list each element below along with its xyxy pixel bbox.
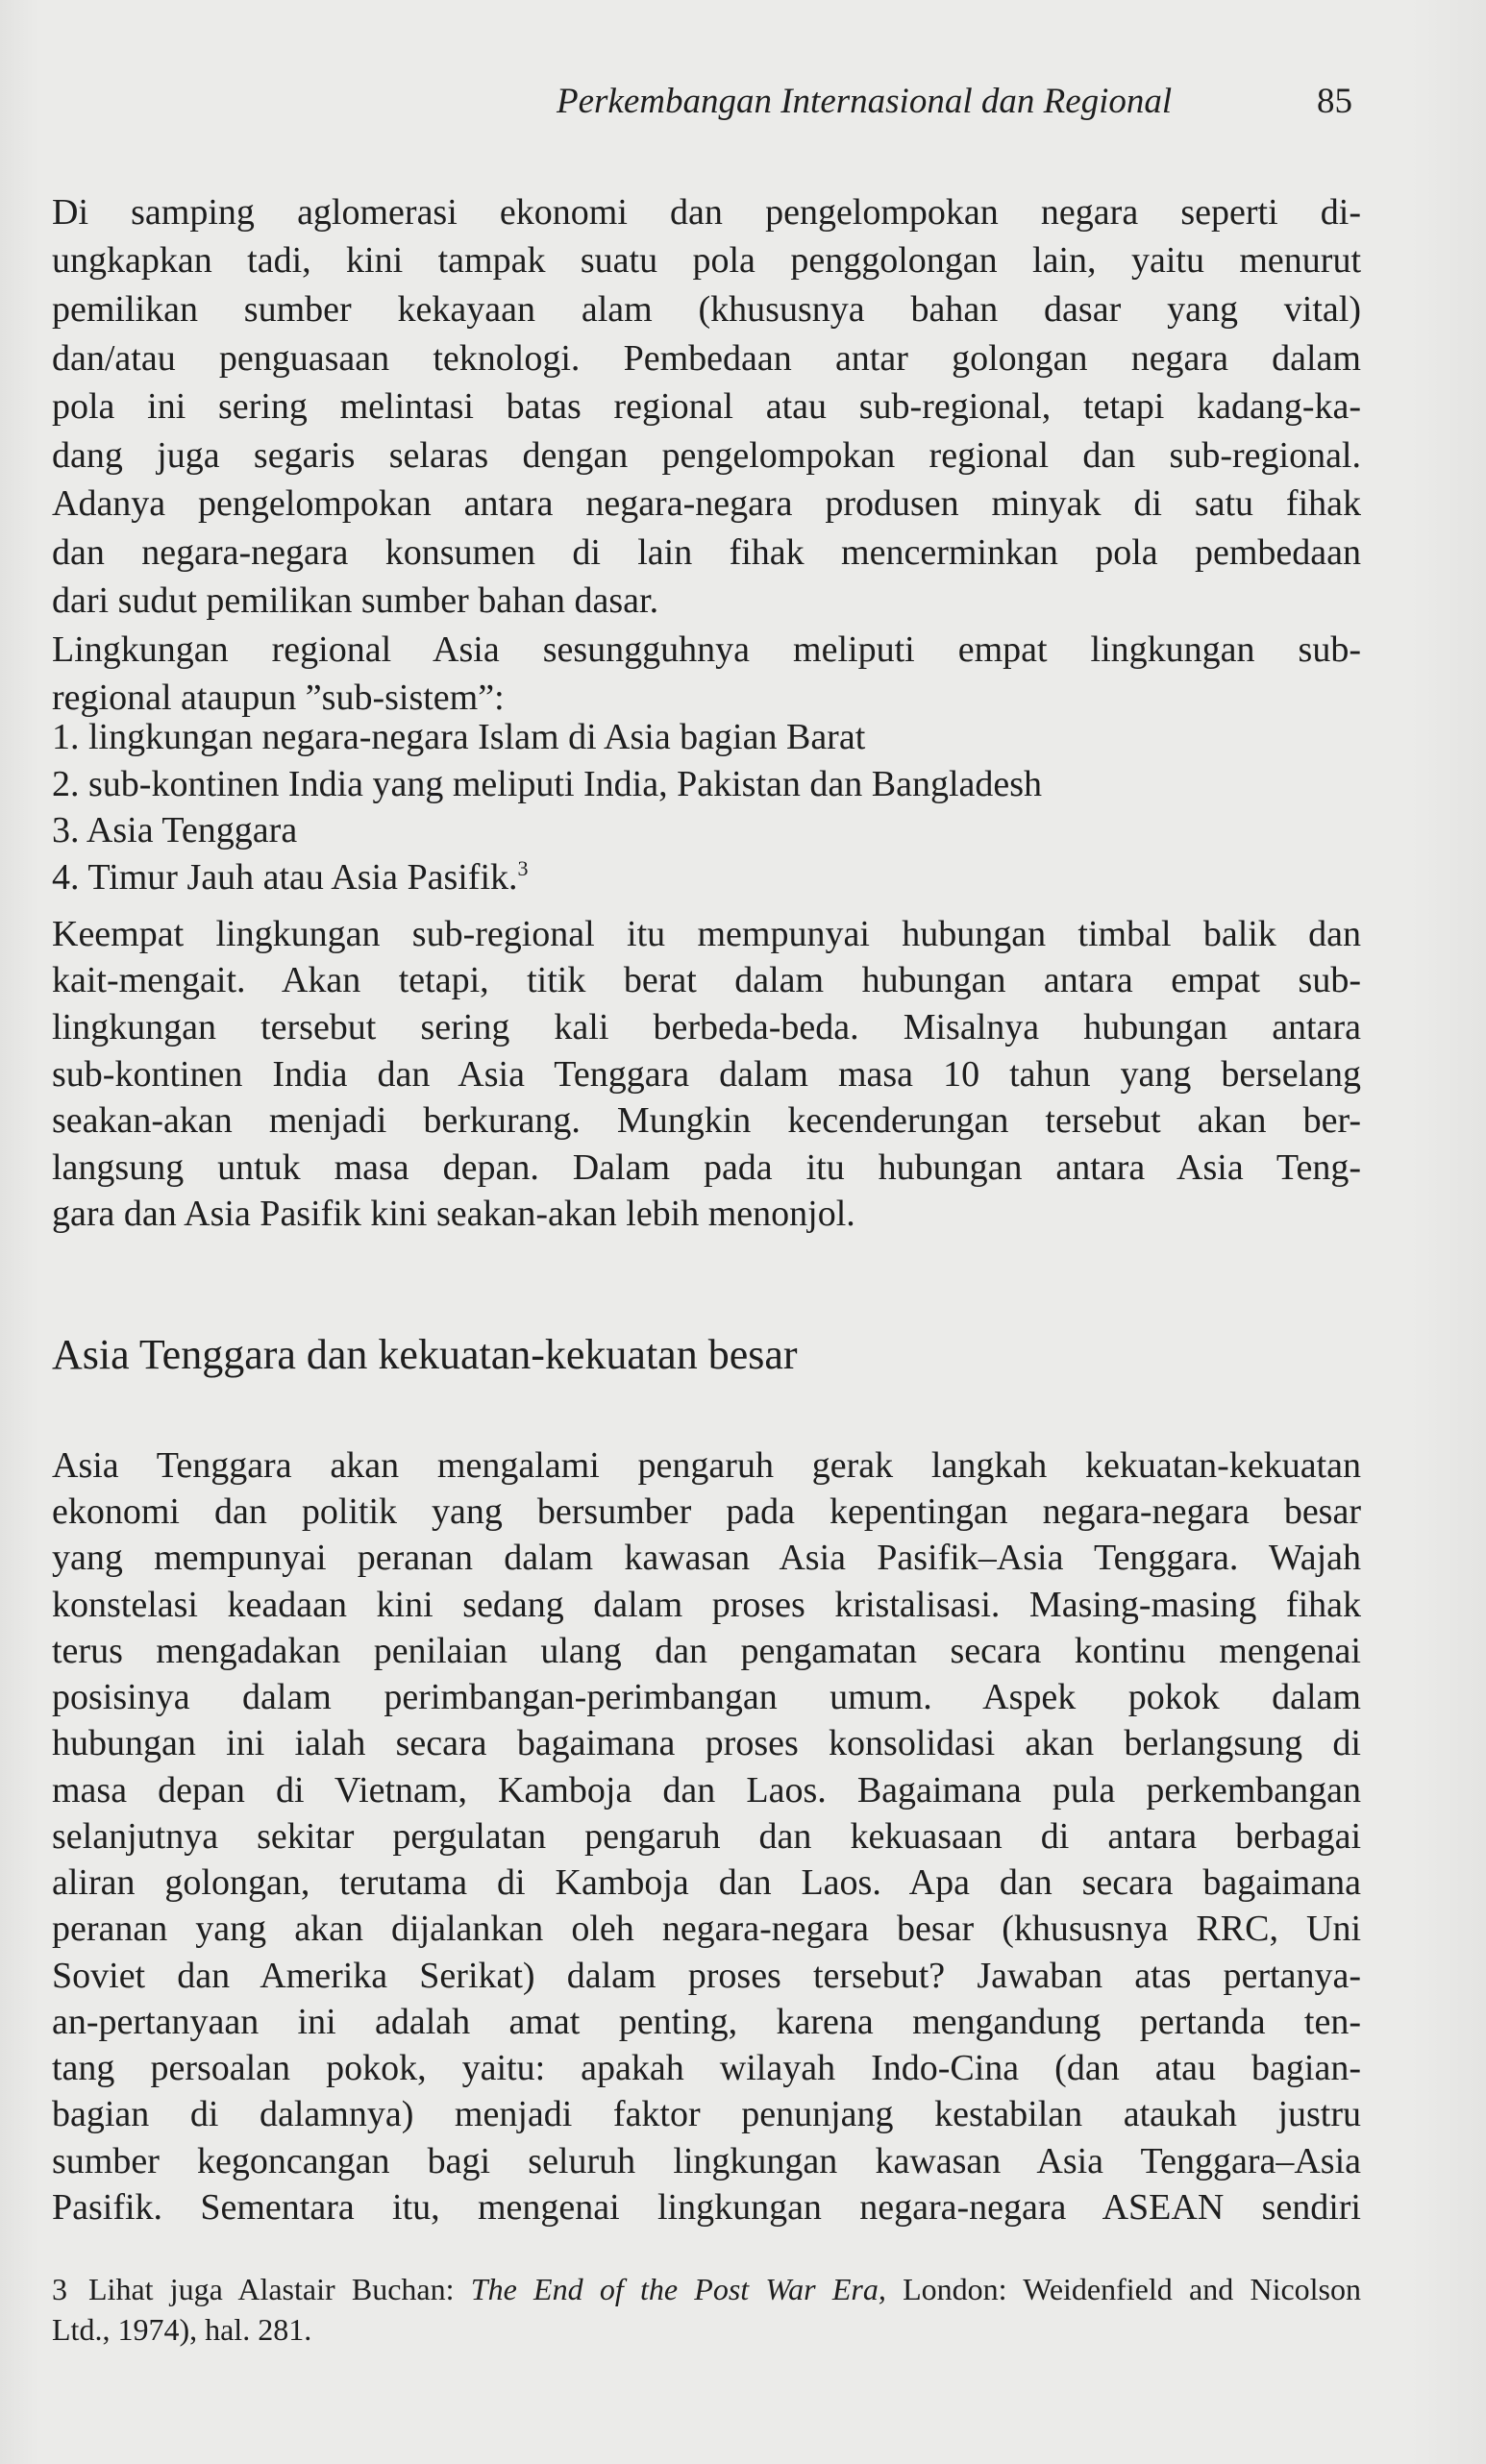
paragraph-line-text: Soviet dan Amerika Serikat) dalam proses tersebut? Jawaban atas pertanya-	[52, 1955, 1361, 1996]
paragraph-line	[52, 190, 1361, 234]
footnote-text: Lihat juga Alastair Buchan:	[88, 2272, 471, 2306]
section-heading: Asia Tenggara dan kekuatan-kekuatan besar	[52, 1331, 798, 1378]
paragraph-line	[52, 2092, 1361, 2136]
paragraph-line	[52, 628, 1361, 672]
list-item-text: 4. Timur Jauh atau Asia Pasifik.	[52, 856, 518, 898]
paragraph-line-text: yang mempunyai peranan dalam kawasan Asia Pasifik–Asia Tenggara. Wajah	[52, 1538, 1361, 1579]
paragraph-line	[52, 530, 1361, 575]
paragraph-line-text: an-pertanyaan ini adalah amat penting, karena mengandung pertanda ten-	[52, 2001, 1361, 2042]
paragraph-line	[52, 1583, 1361, 1627]
paragraph-line-text: sumber kegoncangan bagi seluruh lingkungan kawasan Asia Tenggara–Asia	[52, 2140, 1361, 2181]
paragraph-line	[52, 2185, 1361, 2230]
paragraph-line-text: langsung untuk masa depan. Dalam pada itu hubungan antara Asia Teng-	[52, 1146, 1361, 1188]
running-title: Perkembangan Internasional dan Regional	[557, 82, 1173, 121]
paragraph-line-text: masa depan di Vietnam, Kamboja dan Laos. Bagaimana pula perkembangan	[52, 1769, 1361, 1811]
paragraph-line	[52, 433, 1361, 478]
paragraph-line-text: tang persoalan pokok, yaitu: apakah wilayah Indo-Cina (dan atau bagian-	[52, 2048, 1361, 2089]
paragraph-line-text: terus mengadakan penilaian ulang dan pengamatan secara kontinu mengenai	[52, 1630, 1361, 1671]
paragraph-line-text: sub-kontinen India dan Asia Tenggara dalam masa 10 tahun yang berselang	[52, 1053, 1361, 1095]
paragraph-line-text: Lingkungan regional Asia sesungguhnya meliputi empat lingkungan sub-	[52, 628, 1361, 670]
footnote-line-2: Ltd., 1974), hal. 281.	[52, 2312, 312, 2347]
paragraph-line-text: pola ini sering melintasi batas regional atau sub-regional, tetapi kadang-ka-	[52, 386, 1361, 428]
paragraph-line	[52, 1443, 1361, 1488]
paragraph-line-text: dang juga segaris selaras dengan pengelompokan regional dan sub-regional.	[52, 434, 1361, 476]
paragraph-line-text: peranan yang akan dijalankan oleh negara-negara besar (khususnya RRC, Uni	[52, 1909, 1361, 1950]
paragraph-line	[52, 2000, 1361, 2044]
paragraph-line-text: dari sudut pemilikan sumber bahan dasar.	[52, 580, 659, 622]
paragraph-line-text: kait-mengait. Akan tetapi, titik berat dalam hubungan antara empat sub-	[52, 960, 1361, 1001]
paragraph-line	[52, 1721, 1361, 1765]
paragraph-line-text: ungkapkan tadi, kini tampak suatu pola penggolongan lain, yaitu menurut	[52, 240, 1361, 282]
paragraph-line	[52, 1860, 1361, 1905]
paragraph-line-text: dan negara-negara konsumen di lain fihak mencerminkan pola pembedaan	[52, 531, 1361, 573]
paragraph-line	[52, 336, 1361, 381]
paragraph-line	[52, 1954, 1361, 1998]
paragraph-line-text: Pasifik. Sementara itu, mengenai lingkungan negara-negara ASEAN sendiri	[52, 2186, 1361, 2228]
paragraph-line	[52, 1675, 1361, 1719]
paragraph-line	[52, 1146, 1361, 1190]
footnote-publisher: London: Weidenfield and Nicolson	[885, 2272, 1362, 2306]
paragraph-line-text: dan/atau penguasaan teknologi. Pembedaan antar golongan negara dalam	[52, 337, 1361, 379]
paragraph-line-text: lingkungan tersebut sering kali berbeda-beda. Misalnya hubungan antara	[52, 1006, 1361, 1047]
paragraph-line	[52, 1192, 1361, 1236]
paragraph-line	[52, 579, 1361, 623]
paragraph-line	[52, 1490, 1361, 1534]
list-item-text: 3. Asia Tenggara	[52, 810, 298, 851]
paragraph-line-text: pemilikan sumber kekayaan alam (khususnya bahan dasar yang vital)	[52, 288, 1361, 330]
paragraph-line	[52, 1907, 1361, 1951]
paragraph-line-text: Keempat lingkungan sub-regional itu mempunyai hubungan timbal balik dan	[52, 913, 1361, 954]
paragraph-line	[52, 912, 1361, 956]
paragraph-line	[52, 1098, 1361, 1143]
paragraph-line-text: Asia Tenggara akan mengalami pengaruh gerak langkah kekuatan-kekuatan	[52, 1444, 1361, 1486]
paragraph-line	[52, 958, 1361, 1002]
paragraph-line	[52, 2139, 1361, 2183]
paragraph-line	[52, 1536, 1361, 1580]
list-item	[52, 762, 1361, 806]
paragraph-line	[52, 1814, 1361, 1859]
paragraph-line-text: hubungan ini ialah secara bagaimana proses konsolidasi akan berlangsung di	[52, 1723, 1361, 1764]
footnote-line-1	[52, 2270, 1361, 2308]
list-item-text: 1. lingkungan negara-negara Islam di Asia bagian Barat	[52, 717, 866, 758]
paragraph-line-text: aliran golongan, terutama di Kamboja dan Laos. Apa dan secara bagaimana	[52, 1862, 1361, 1904]
paragraph-line-text: gara dan Asia Pasifik kini seakan-akan lebih menonjol.	[52, 1194, 855, 1235]
paragraph-line-text: ekonomi dan politik yang bersumber pada kepentingan negara-negara besar	[52, 1491, 1361, 1532]
list-item	[52, 855, 1361, 899]
paragraph-line	[52, 2046, 1361, 2090]
list-item	[52, 715, 1361, 759]
paragraph-line-text: konstelasi keadaan kini sedang dalam proses kristalisasi. Masing-masing fihak	[52, 1584, 1361, 1625]
footnote-book-title: The End of the Post War Era,	[470, 2272, 886, 2306]
paragraph-line	[52, 238, 1361, 283]
footnote-reference[interactable]: 3	[517, 855, 529, 880]
list-item	[52, 808, 1361, 852]
paragraph-line-text: Di samping aglomerasi ekonomi dan pengelompokan negara seperti di-	[52, 191, 1361, 233]
paragraph-line-text: Adanya pengelompokan antara negara-negara produsen minyak di satu fihak	[52, 483, 1361, 525]
paragraph-line	[52, 384, 1361, 429]
paragraph-line	[52, 1629, 1361, 1673]
list-item-text: 2. sub-kontinen India yang meliputi India, Pakistan dan Bangladesh	[52, 763, 1043, 804]
footnote-number: 3	[52, 2272, 67, 2306]
paragraph-line-text: selanjutnya sekitar pergulatan pengaruh dan kekuasaan di antara berbagai	[52, 1815, 1361, 1857]
paragraph-line-text: posisinya dalam perimbangan-perimbangan umum. Aspek pokok dalam	[52, 1677, 1361, 1718]
paragraph-line	[52, 481, 1361, 526]
paragraph-line	[52, 1768, 1361, 1812]
paragraph-line	[52, 287, 1361, 332]
paragraph-line	[52, 1005, 1361, 1049]
paragraph-line-text: bagian di dalamnya) menjadi faktor penunjang kestabilan ataukah justru	[52, 2094, 1361, 2135]
paragraph-line	[52, 1052, 1361, 1096]
page-number: 85	[1317, 82, 1352, 121]
paragraph-line-text: regional ataupun ”sub-sistem”:	[52, 678, 505, 719]
paragraph-line	[52, 676, 1361, 720]
paragraph-line-text: seakan-akan menjadi berkurang. Mungkin kecenderungan tersebut akan ber-	[52, 1100, 1361, 1142]
